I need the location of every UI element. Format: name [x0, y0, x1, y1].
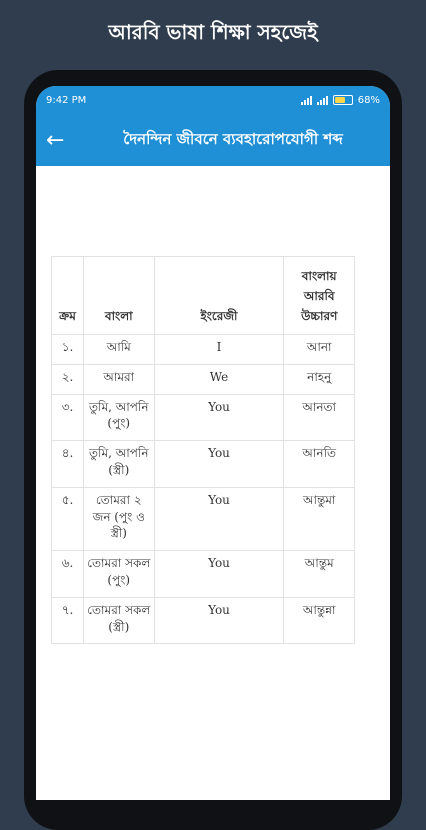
cell-english: I [154, 335, 284, 365]
cell-english: You [154, 551, 284, 598]
cell-bangla: তোমরা সকল (পুং) [84, 551, 155, 598]
table-row [52, 551, 355, 598]
cell-arabic: আনতা [284, 394, 355, 441]
table-row [52, 597, 355, 644]
cell-arabic: আন্তুম [284, 551, 355, 598]
status-bar [36, 86, 390, 114]
cell-english: We [154, 364, 284, 394]
cell-bangla: তোমরা সকল (স্ত্রী) [84, 597, 155, 644]
cell-serial: ২. [52, 364, 84, 394]
app-bar [36, 114, 390, 166]
table-header-row [52, 257, 355, 335]
table-row [52, 364, 355, 394]
cell-english: You [154, 441, 284, 488]
status-time: 9:42 PM [46, 94, 87, 106]
cell-arabic: আনতি [284, 441, 355, 488]
battery-percent: 68% [357, 94, 380, 106]
promo-banner-title: আরবি ভাষা শিক্ষা সহজেই [108, 20, 318, 44]
arrow-left-icon[interactable]: ← [46, 127, 65, 153]
status-icons [301, 95, 380, 106]
signal-icon [301, 96, 312, 105]
cell-arabic: আনা [284, 335, 355, 365]
header-english: ইংরেজী [154, 257, 284, 335]
cell-serial: ৫. [52, 487, 84, 550]
header-bangla: বাংলা [84, 257, 155, 335]
cell-english: You [154, 487, 284, 550]
header-serial: ক্রম [52, 257, 84, 335]
signal-icon-2 [317, 96, 328, 105]
cell-bangla: আমি [84, 335, 155, 365]
app-screen [36, 86, 390, 800]
cell-bangla: আমরা [84, 364, 155, 394]
cell-bangla: তোমরা ২ জন (পুং ও স্ত্রী) [84, 487, 155, 550]
cell-bangla: তুমি, আপনি (স্ত্রী) [84, 441, 155, 488]
header-arabic-pronunciation: বাংলায় আরবি উচ্চারণ [284, 257, 355, 335]
cell-english: You [154, 597, 284, 644]
cell-english: You [154, 394, 284, 441]
cell-serial: ৬. [52, 551, 84, 598]
vocabulary-table [51, 256, 355, 644]
cell-arabic: নাহনু [284, 364, 355, 394]
cell-arabic: আন্তুন্না [284, 597, 355, 644]
cell-bangla: তুমি, আপনি (পুং) [84, 394, 155, 441]
cell-arabic: আন্তুমা [284, 487, 355, 550]
cell-serial: ৭. [52, 597, 84, 644]
table-row [52, 487, 355, 550]
content-area [36, 166, 390, 800]
table-row [52, 394, 355, 441]
cell-serial: ৪. [52, 441, 84, 488]
table-row [52, 335, 355, 365]
page-title: দৈনন্দিন জীবনে ব্যবহারোপযোগী শব্দ [123, 129, 343, 148]
cell-serial: ৩. [52, 394, 84, 441]
battery-icon [333, 95, 353, 105]
cell-serial: ১. [52, 335, 84, 365]
table-row [52, 441, 355, 488]
